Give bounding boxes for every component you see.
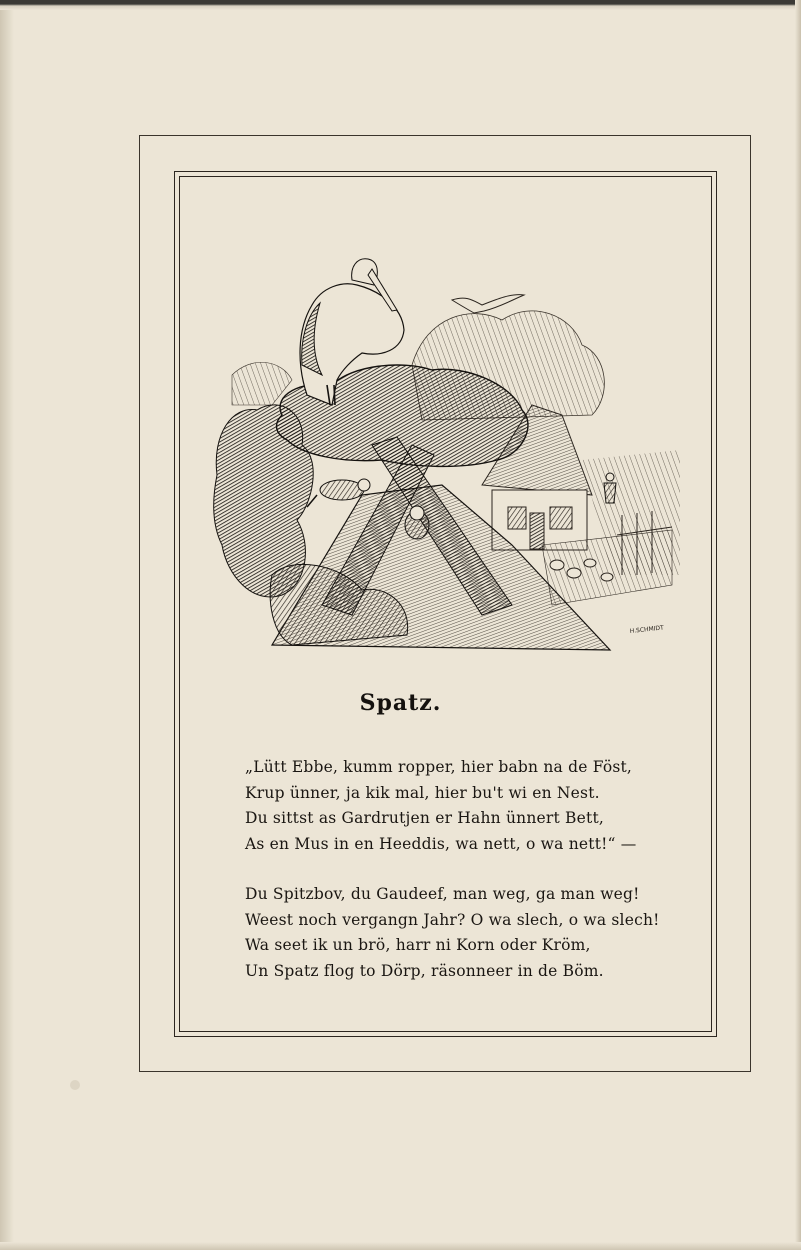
engraver-signature: H.SCHMIDT [629, 624, 665, 635]
poem-line: Weest noch vergangn Jahr? O wa slech, o wa slech! [245, 910, 660, 929]
stanza-gap [245, 857, 685, 882]
bottom-page-edge [0, 1242, 801, 1250]
poem-line: Krup ünner, ja kik mal, hier bu't wi en Nest. [245, 783, 600, 802]
book-spine-edge [0, 0, 14, 1250]
poem-line: Du sittst as Gardrutjen er Hahn ünnert Bett, [245, 809, 604, 827]
top-page-edge [0, 0, 801, 10]
poem-body [245, 755, 685, 984]
stork-nest-engraving [212, 245, 680, 655]
poem-line: Wa seet ik un brö, harr ni Korn oder Kröm, [245, 936, 591, 954]
poem-line: Du Spitzbov, du Gaudeef, man weg, ga man weg! [245, 885, 640, 903]
paper-spot [70, 1080, 80, 1090]
flying-stork [452, 295, 524, 313]
farmer-figure [604, 473, 616, 503]
poem-line: „Lütt Ebbe, kumm ropper, hier babn na de Föst, [245, 758, 633, 776]
right-page-edge [795, 0, 801, 1250]
poem-title: Spatz. [359, 690, 442, 716]
poem-line: Un Spatz flog to Dörp, räsonneer in de Böm. [245, 961, 604, 980]
poem-line: As en Mus in en Heeddis, wa nett, o wa nett!“ — [245, 834, 637, 853]
